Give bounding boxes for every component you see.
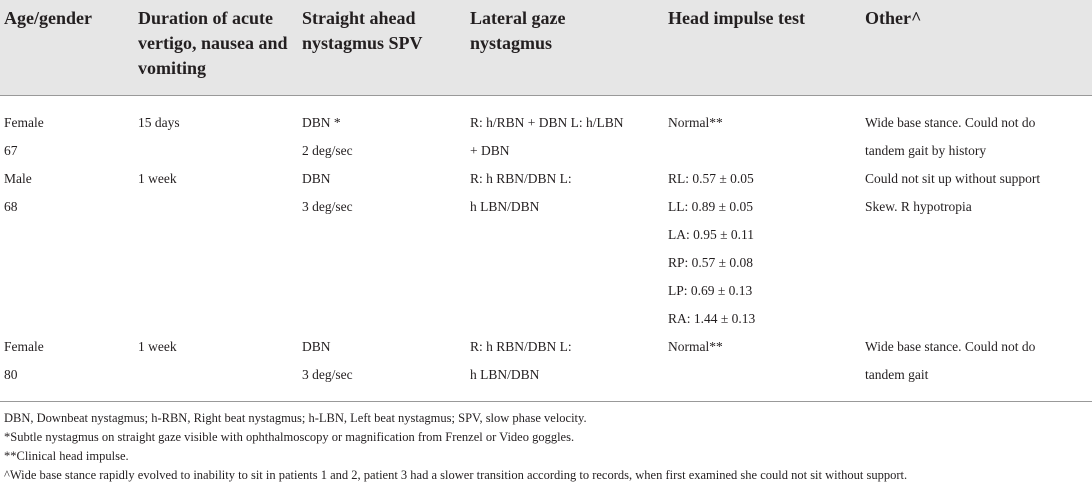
header-divider <box>0 95 1092 96</box>
footnote-caret: ^Wide base stance rapidly evolved to inability to sit in patients 1 and 2, patient 3 had a slower transition according to records, when first examined she could not sit without support. <box>4 468 908 482</box>
head-impulse-cell: Normal** <box>668 339 723 354</box>
head-impulse-ra: RA: 1.44 ± 0.13 <box>668 311 756 326</box>
spv-value-cell: 3 deg/sec <box>302 367 353 382</box>
lateral-gaze-cell-cont: h LBN/DBN <box>470 199 540 214</box>
head-impulse-lp: LP: 0.69 ± 0.13 <box>668 283 753 298</box>
lateral-gaze-cell: R: h RBN/DBN L: <box>470 171 572 186</box>
header-lateral-gaze: Lateral gaze nystagmus <box>470 8 566 53</box>
other-cell-cont: tandem gait <box>865 367 929 382</box>
head-impulse-cell: Normal** <box>668 115 723 130</box>
other-cell-cont: Skew. R hypotropia <box>865 199 972 214</box>
table-bottom-rule <box>0 401 1092 402</box>
header-head-impulse: Head impulse test <box>668 8 805 28</box>
duration-cell: 1 week <box>138 339 177 354</box>
lateral-gaze-cell-cont: h LBN/DBN <box>470 367 540 382</box>
spv-value-cell: 3 deg/sec <box>302 199 353 214</box>
footnote-asterisk: *Subtle nystagmus on straight gaze visible with ophthalmoscopy or magnification from Frenzel or Video goggles. <box>4 430 575 444</box>
header-age-gender: Age/gender <box>4 8 92 28</box>
gender-cell: Male <box>4 171 32 186</box>
other-cell: Could not sit up without support <box>865 171 1041 186</box>
age-cell: 67 <box>4 143 18 158</box>
header-duration: Duration of acute vertigo, nausea and vomiting <box>138 8 288 78</box>
head-impulse-la: LA: 0.95 ± 0.11 <box>668 227 755 242</box>
other-cell: Wide base stance. Could not do <box>865 339 1036 354</box>
head-impulse-rp: RP: 0.57 ± 0.08 <box>668 255 754 270</box>
age-cell: 68 <box>4 199 18 214</box>
lateral-gaze-cell: R: h RBN/DBN L: <box>470 339 572 354</box>
lateral-gaze-cell-cont: + DBN <box>470 143 510 158</box>
footnote-abbreviations: DBN, Downbeat nystagmus; h-RBN, Right beat nystagmus; h-LBN, Left beat nystagmus; SPV, slow phase velocity. <box>4 411 587 425</box>
duration-cell: 15 days <box>138 115 180 130</box>
spv-type-cell: DBN * <box>302 115 341 130</box>
spv-type-cell: DBN <box>302 339 331 354</box>
age-cell: 80 <box>4 367 18 382</box>
other-cell: Wide base stance. Could not do <box>865 115 1036 130</box>
head-impulse-rl: RL: 0.57 ± 0.05 <box>668 171 754 186</box>
duration-cell: 1 week <box>138 171 177 186</box>
spv-type-cell: DBN <box>302 171 331 186</box>
lateral-gaze-cell: R: h/RBN + DBN L: h/LBN <box>470 115 624 130</box>
header-other: Other^ <box>865 8 922 28</box>
head-impulse-ll: LL: 0.89 ± 0.05 <box>668 199 754 214</box>
gender-cell: Female <box>4 339 44 354</box>
spv-value-cell: 2 deg/sec <box>302 143 353 158</box>
other-cell-cont: tandem gait by history <box>865 143 987 158</box>
gender-cell: Female <box>4 115 44 130</box>
footnote-double-asterisk: **Clinical head impulse. <box>4 449 129 463</box>
header-straight-ahead-spv: Straight ahead nystagmus SPV <box>302 8 423 53</box>
